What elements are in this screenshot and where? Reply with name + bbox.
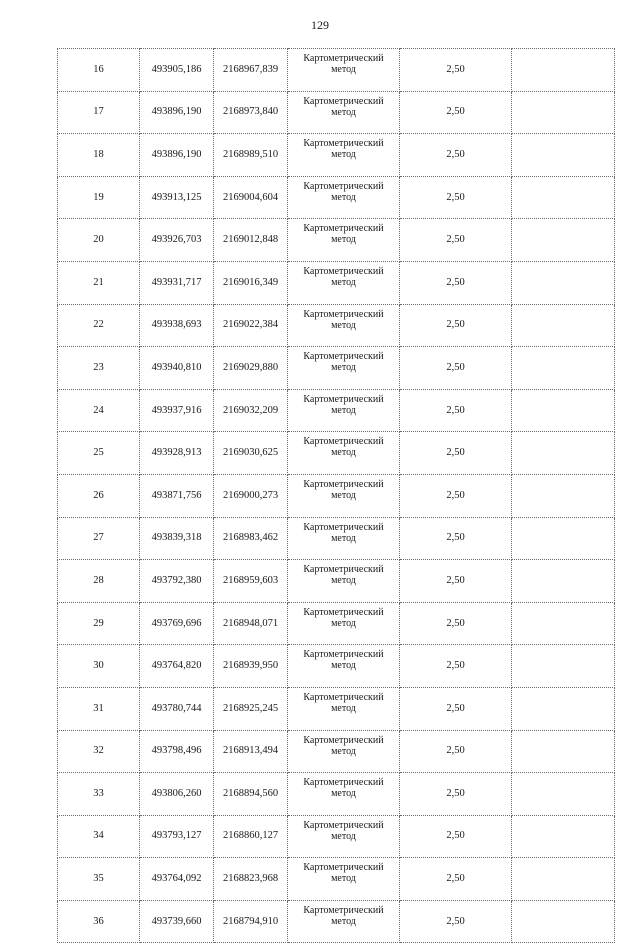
method-cell <box>288 134 400 177</box>
method-line-2: метод <box>331 319 356 331</box>
accuracy-cell: 2,50 <box>400 91 512 134</box>
accuracy-cell: 2,50 <box>400 432 512 475</box>
method-line-1: Картометрический <box>303 95 384 107</box>
method-line-2: метод <box>331 191 356 203</box>
method-line-1: Картометрический <box>303 734 384 746</box>
accuracy-cell: 2,50 <box>400 517 512 560</box>
method-line-1: Картометрический <box>303 478 384 490</box>
y-coordinate-cell: 2168948,071 <box>214 602 288 645</box>
method-line-1: Картометрический <box>303 265 384 277</box>
x-coordinate-cell: 493926,703 <box>140 219 214 262</box>
point-number-cell: 33 <box>58 773 140 816</box>
point-number-cell: 30 <box>58 645 140 688</box>
note-cell <box>512 645 615 688</box>
x-coordinate-cell: 493764,820 <box>140 645 214 688</box>
point-number-cell: 21 <box>58 261 140 304</box>
table-row <box>58 730 615 773</box>
method-line-1: Картометрический <box>303 521 384 533</box>
note-cell <box>512 900 615 943</box>
table-row <box>58 91 615 134</box>
method-cell <box>288 347 400 390</box>
method-line-2: метод <box>331 617 356 629</box>
method-cell <box>288 687 400 730</box>
point-number-cell: 22 <box>58 304 140 347</box>
method-line-2: метод <box>331 575 356 587</box>
point-number-cell: 34 <box>58 815 140 858</box>
method-line-1: Картометрический <box>303 223 384 235</box>
y-coordinate-cell: 2168925,245 <box>214 687 288 730</box>
method-cell <box>288 858 400 901</box>
table-row <box>58 304 615 347</box>
y-coordinate-cell: 2169029,880 <box>214 347 288 390</box>
method-cell <box>288 389 400 432</box>
method-cell <box>288 219 400 262</box>
x-coordinate-cell: 493938,693 <box>140 304 214 347</box>
table-row <box>58 347 615 390</box>
accuracy-cell: 2,50 <box>400 176 512 219</box>
table-row <box>58 219 615 262</box>
accuracy-cell: 2,50 <box>400 389 512 432</box>
method-line-2: метод <box>331 489 356 501</box>
table-row <box>58 517 615 560</box>
table-row <box>58 134 615 177</box>
point-number-cell: 24 <box>58 389 140 432</box>
method-line-2: метод <box>331 745 356 757</box>
table-row <box>58 49 615 92</box>
method-line-1: Картометрический <box>303 564 384 576</box>
y-coordinate-cell: 2168823,968 <box>214 858 288 901</box>
x-coordinate-cell: 493940,810 <box>140 347 214 390</box>
method-line-2: метод <box>331 915 356 927</box>
accuracy-cell: 2,50 <box>400 815 512 858</box>
method-line-2: метод <box>331 532 356 544</box>
accuracy-cell: 2,50 <box>400 304 512 347</box>
table-row <box>58 815 615 858</box>
coordinates-table <box>57 48 615 943</box>
point-number-cell: 28 <box>58 560 140 603</box>
y-coordinate-cell: 2169004,604 <box>214 176 288 219</box>
table-row <box>58 474 615 517</box>
method-cell <box>288 261 400 304</box>
accuracy-cell: 2,50 <box>400 49 512 92</box>
note-cell <box>512 858 615 901</box>
y-coordinate-cell: 2168967,839 <box>214 49 288 92</box>
method-line-1: Картометрический <box>303 351 384 363</box>
y-coordinate-cell: 2169012,848 <box>214 219 288 262</box>
accuracy-cell: 2,50 <box>400 261 512 304</box>
y-coordinate-cell: 2168913,494 <box>214 730 288 773</box>
x-coordinate-cell: 493913,125 <box>140 176 214 219</box>
method-line-1: Картометрический <box>303 777 384 789</box>
note-cell <box>512 176 615 219</box>
accuracy-cell: 2,50 <box>400 645 512 688</box>
note-cell <box>512 687 615 730</box>
y-coordinate-cell: 2168983,462 <box>214 517 288 560</box>
table-row <box>58 645 615 688</box>
x-coordinate-cell: 493739,660 <box>140 900 214 943</box>
note-cell <box>512 560 615 603</box>
x-coordinate-cell: 493806,260 <box>140 773 214 816</box>
table-row <box>58 261 615 304</box>
method-cell <box>288 645 400 688</box>
accuracy-cell: 2,50 <box>400 687 512 730</box>
method-cell <box>288 730 400 773</box>
method-line-1: Картометрический <box>303 308 384 320</box>
table-row <box>58 900 615 943</box>
table-row <box>58 389 615 432</box>
note-cell <box>512 730 615 773</box>
accuracy-cell: 2,50 <box>400 858 512 901</box>
accuracy-cell: 2,50 <box>400 560 512 603</box>
method-line-1: Картометрический <box>303 436 384 448</box>
method-line-1: Картометрический <box>303 819 384 831</box>
x-coordinate-cell: 493780,744 <box>140 687 214 730</box>
method-line-1: Картометрический <box>303 53 384 64</box>
table-row <box>58 560 615 603</box>
note-cell <box>512 432 615 475</box>
y-coordinate-cell: 2169030,625 <box>214 432 288 475</box>
accuracy-cell: 2,50 <box>400 900 512 943</box>
point-number-cell: 16 <box>58 49 140 92</box>
table-row <box>58 858 615 901</box>
x-coordinate-cell: 493928,913 <box>140 432 214 475</box>
note-cell <box>512 134 615 177</box>
x-coordinate-cell: 493793,127 <box>140 815 214 858</box>
note-cell <box>512 49 615 92</box>
point-number-cell: 18 <box>58 134 140 177</box>
accuracy-cell: 2,50 <box>400 347 512 390</box>
point-number-cell: 36 <box>58 900 140 943</box>
x-coordinate-cell: 493937,916 <box>140 389 214 432</box>
method-line-2: метод <box>331 276 356 288</box>
x-coordinate-cell: 493905,186 <box>140 49 214 92</box>
method-cell <box>288 474 400 517</box>
note-cell <box>512 602 615 645</box>
method-line-1: Картометрический <box>303 862 384 874</box>
y-coordinate-cell: 2169016,349 <box>214 261 288 304</box>
accuracy-cell: 2,50 <box>400 773 512 816</box>
y-coordinate-cell: 2168939,950 <box>214 645 288 688</box>
note-cell <box>512 815 615 858</box>
x-coordinate-cell: 493764,092 <box>140 858 214 901</box>
note-cell <box>512 304 615 347</box>
method-line-2: метод <box>331 447 356 459</box>
accuracy-cell: 2,50 <box>400 474 512 517</box>
table-row <box>58 602 615 645</box>
method-cell <box>288 517 400 560</box>
method-cell <box>288 176 400 219</box>
method-line-2: метод <box>331 234 356 246</box>
method-cell <box>288 49 400 92</box>
method-cell <box>288 900 400 943</box>
table-row <box>58 176 615 219</box>
y-coordinate-cell: 2168959,603 <box>214 560 288 603</box>
method-line-2: метод <box>331 702 356 714</box>
method-cell <box>288 773 400 816</box>
method-line-1: Картометрический <box>303 138 384 150</box>
method-line-1: Картометрический <box>303 904 384 916</box>
method-line-1: Картометрический <box>303 606 384 618</box>
table-row <box>58 432 615 475</box>
x-coordinate-cell: 493798,496 <box>140 730 214 773</box>
y-coordinate-cell: 2168973,840 <box>214 91 288 134</box>
method-line-2: метод <box>331 149 356 161</box>
note-cell <box>512 517 615 560</box>
method-line-1: Картометрический <box>303 691 384 703</box>
x-coordinate-cell: 493839,318 <box>140 517 214 560</box>
x-coordinate-cell: 493896,190 <box>140 91 214 134</box>
note-cell <box>512 261 615 304</box>
x-coordinate-cell: 493871,756 <box>140 474 214 517</box>
method-cell <box>288 304 400 347</box>
y-coordinate-cell: 2169022,384 <box>214 304 288 347</box>
note-cell <box>512 219 615 262</box>
point-number-cell: 26 <box>58 474 140 517</box>
method-cell <box>288 91 400 134</box>
x-coordinate-cell: 493769,696 <box>140 602 214 645</box>
y-coordinate-cell: 2168860,127 <box>214 815 288 858</box>
method-line-2: метод <box>331 660 356 672</box>
y-coordinate-cell: 2168894,560 <box>214 773 288 816</box>
method-line-2: метод <box>331 404 356 416</box>
table-row <box>58 687 615 730</box>
y-coordinate-cell: 2168989,510 <box>214 134 288 177</box>
note-cell <box>512 474 615 517</box>
point-number-cell: 19 <box>58 176 140 219</box>
note-cell <box>512 91 615 134</box>
point-number-cell: 27 <box>58 517 140 560</box>
accuracy-cell: 2,50 <box>400 602 512 645</box>
y-coordinate-cell: 2169000,273 <box>214 474 288 517</box>
note-cell <box>512 773 615 816</box>
point-number-cell: 29 <box>58 602 140 645</box>
accuracy-cell: 2,50 <box>400 134 512 177</box>
x-coordinate-cell: 493896,190 <box>140 134 214 177</box>
point-number-cell: 17 <box>58 91 140 134</box>
note-cell <box>512 389 615 432</box>
method-line-2: метод <box>331 64 356 75</box>
y-coordinate-cell: 2169032,209 <box>214 389 288 432</box>
y-coordinate-cell: 2168794,910 <box>214 900 288 943</box>
point-number-cell: 25 <box>58 432 140 475</box>
accuracy-cell: 2,50 <box>400 730 512 773</box>
page-number: 129 <box>311 18 329 32</box>
point-number-cell: 31 <box>58 687 140 730</box>
method-line-2: метод <box>331 788 356 800</box>
point-number-cell: 32 <box>58 730 140 773</box>
table-body <box>58 49 615 943</box>
method-line-1: Картометрический <box>303 180 384 192</box>
method-line-2: метод <box>331 873 356 885</box>
method-cell <box>288 560 400 603</box>
method-line-2: метод <box>331 362 356 374</box>
method-cell <box>288 602 400 645</box>
method-cell <box>288 815 400 858</box>
method-cell <box>288 432 400 475</box>
method-line-1: Картометрический <box>303 649 384 661</box>
point-number-cell: 35 <box>58 858 140 901</box>
method-line-2: метод <box>331 830 356 842</box>
method-line-2: метод <box>331 106 356 118</box>
point-number-cell: 23 <box>58 347 140 390</box>
point-number-cell: 20 <box>58 219 140 262</box>
method-line-1: Картометрический <box>303 393 384 405</box>
note-cell <box>512 347 615 390</box>
x-coordinate-cell: 493931,717 <box>140 261 214 304</box>
x-coordinate-cell: 493792,380 <box>140 560 214 603</box>
accuracy-cell: 2,50 <box>400 219 512 262</box>
table-row <box>58 773 615 816</box>
